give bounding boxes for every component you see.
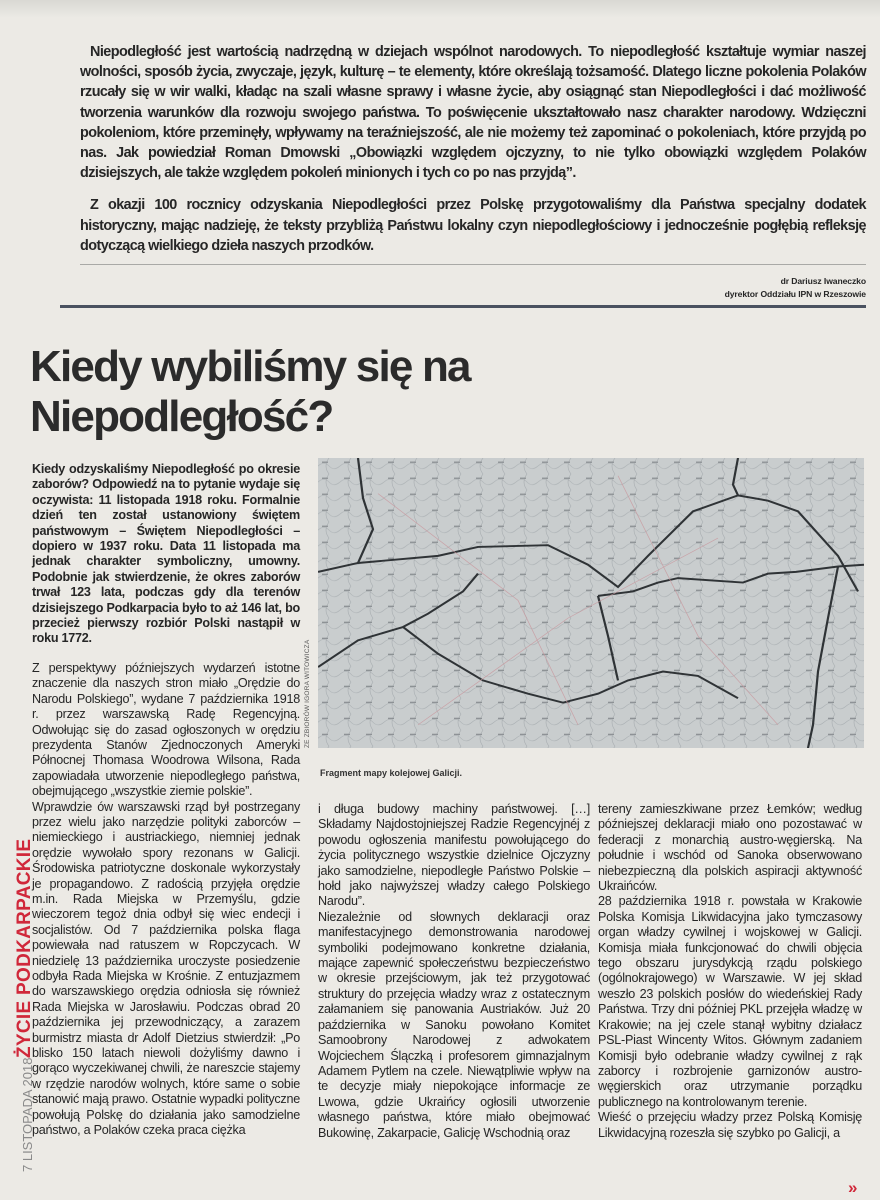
page-top-shadow [0, 0, 880, 18]
figure-caption: Fragment mapy kolejowej Galicji. [320, 768, 463, 778]
paragraph: Wieść o przejęciu władzy przez Polską Komisję Likwidacyjną rozeszła się szybko po Galicji, a [598, 1110, 862, 1140]
paragraph: Wprawdzie ów warszawski rząd był postrzegany przez wielu jako narzędzie polityki zaborców – niemieckiego i austriackiego, niemniej jednak orędzie wywołało spory rezonans w Galicji. Środowiska patriotyczne doskonale wykorzystały je propagandowo. Z radością przyjęła orędzie m.in. Rada Miejska w Przemyślu, gdzie wieczorem tegoż dnia odbył się wiec endecji i socjalistów. Od 7 października polska flaga powiewała nad ratuszem w Ropczycach. W niedzielę 13 października uroczyste posiedzenie odbyła Rada Miejska w Krośnie. Z entuzjazmem do warszawskiego orędzia odniosła się również Rada Miejska w Jarosławiu. Podczas obrad 20 października jej przewodniczący, a zarazem burmistrz miasta dr Adolf Dietzius stwierdził: „Po blisko 150 latach niewoli dożyliśmy dawno i gorąco wyczekiwanej chwili, że nareszcie stajemy w rzędzie narodów wolnych, które same o sobie stanowić mają prawo. Ostatnie wypadki polityczne powołują Polskę do działania jako samodzielne państwo, a Polaków czeka praca ciężka [32, 799, 300, 1138]
article-title: Kiedy wybiliśmy się na Niepodległość? [30, 342, 470, 441]
article-column-2 [318, 802, 590, 1141]
paragraph: tereny zamieszkiwane przez Łemków; według późniejszej deklaracji miało ono pozostawać w federacji z monarchią austro-węgierską. Na południe i wschód od Sanoka obserwowano niebezpieczną dla polskich aspiracji aktywność Ukraińców. [598, 802, 862, 894]
intro-text-1: Niepodległość jest wartością nadrzędną w dziejach wspólnot narodowych. To niepodległość kształtuje wymiar naszej wolności, sposób życia, zwyczaje, język, kulturę – te elementy, które określają tożsamość. Dlatego liczne pokolenia Polaków rzucały się w wir walki, kładąc na szali własne sprawy i własne życie, aby osiągnąć stan Niepodległości i dać możliwość tworzenia warunków dla rozwoju swojego państwa. To poświęcenie ukształtowało nasz charakter narodowy. Wdzięczni pokoleniom, które przeminęły, wpływamy na teraźniejszość, ale nie możemy też zapominać o pokoleniach, które przyjdą po nas. Jak powiedział Roman Dmowski „Obowiązki względem ojczyzny, to nie tylko obowiązki względem Polaków dzisiejszych, ale także względem pokoleń minionych i tych co po nas przyjdą”. [80, 44, 866, 182]
section-name: ŻYCIE PODKARPACKIE [14, 838, 35, 1058]
publication-date: 7 LISTOPADA 2018 [20, 1057, 35, 1172]
paragraph: Z perspektywy późniejszych wydarzeń istotne znaczenie dla naszych stron miało „Orędzie do Narodu Polskiego”, wydane 7 października 1918 r. przez warszawską Radę Regencyjną. Odwołując się do zasad ogłoszonych w orędziu prezydenta Stanów Zjednoczonych Ameryki Północnej Thomasa Woodrowa Wilsona, Rada zapowiadała utworzenie niepodległego państwa, obejmującego „wszystkie ziemie polskie”. [32, 660, 300, 799]
divider [80, 264, 866, 265]
author-name: dr Dariusz Iwaneczko [780, 276, 866, 287]
article-column-3 [598, 802, 862, 1141]
paragraph: i długa budowy machiny państwowej. […] Składamy Najdostojniejszej Radzie Regencyjnéj z powodu ogłoszenia manifestu powołującego do życia politycznego wszystkie dzielnice Ojczyzny jako samodzielne, niepodległe Państwo Polskie – hołd jako najwyższej władzy całego Polskiego Narodu”. [318, 802, 590, 909]
article-lead: Kiedy odzyskaliśmy Niepodległość po okresie zaborów? Odpowiedź na to pytanie wydaje się oczywista: 11 listopada 1918 roku. Formalnie dzień ten został ustanowiony świętem państwowym – Świętem Niepodległości – dopiero w 1937 roku. Data 11 listopada ma jednak charakter symboliczny, umowny. Podobnie jak stwierdzenie, że okres zaborów trwał 123 lata, podczas gdy dla terenów dzisiejszego Podkarpacia było to aż 146 lat, bo przecież pierwszy rozbiór Polski nastąpił w roku 1772. [32, 462, 300, 646]
article-column-1 [32, 462, 300, 1138]
photo-credit: ZE ZBIORÓW IGORA WITOWICZA [304, 639, 311, 748]
railway-map-image [318, 458, 864, 748]
intro-section [60, 42, 866, 308]
continued-arrow-icon: » [848, 1178, 858, 1197]
author-title: dyrektor Oddziału IPN w Rzeszowie [724, 289, 866, 300]
section-divider [60, 305, 866, 308]
intro-paragraph-1 [80, 42, 866, 183]
intro-text-2: Z okazji 100 rocznicy odzyskania Niepodległości przez Polskę przygotowaliśmy dla Państwa specjalny dodatek historyczny, mając nadzieję, że teksty przybliżą Państwu lokalny czyn niepodległościowy i jednocześnie pogłębią refleksję dotyczącą wielkiego dzieła naszych przodków. [80, 197, 866, 254]
paragraph: Niezależnie od słownych deklaracji oraz manifestacyjnego demonstrowania narodowej symboliki podejmowano konkretne działania, mające zapewnić społeczeństwu bezpieczeństwo w okresie przejściowym, jak też przygotować struktury do przejęcia władzy wraz z ostatecznym załamaniem się panowania Austriaków. Już 20 października w Sanoku powołano Komitet Samoobrony Narodowej z adwokatem Wojciechem Ślączką i profesorem gimnazjalnym Adamem Pytlem na czele. Niewątpliwie wpływ na te decyzje miały niepokojące informacje ze Lwowa, gdzie Ukraińcy ogłosili utworzenie własnego państwa, które miało obejmować Bukowinę, Zakarpacie, Galicję Wschodnią oraz [318, 909, 590, 1140]
paragraph: 28 października 1918 r. powstała w Krakowie Polska Komisja Likwidacyjna jako tymczasowy organ władzy cywilnej i wojskowej w Galicji. Komisja miała funkcjonować do chwili objęcia tego obszaru jurysdykcją rządu polskiego (ogólnokrajowego) w Warszawie. W jej skład weszło 23 polskich posłów do wiedeńskiej Rady Państwa. Trzy dni później PKL przejęła władzę w Krakowie; na jej czele stanął wybitny działacz PSL-Piast Wincenty Witos. Głównym zadaniem Komisji było odebranie władzy cywilnej z rąk zaborcy i rozbrojenie garnizonów austro-węgierskich oraz utrzymanie porządku publicznego na kontrolowanym terenie. [598, 894, 862, 1109]
intro-paragraph-2 [80, 195, 866, 256]
